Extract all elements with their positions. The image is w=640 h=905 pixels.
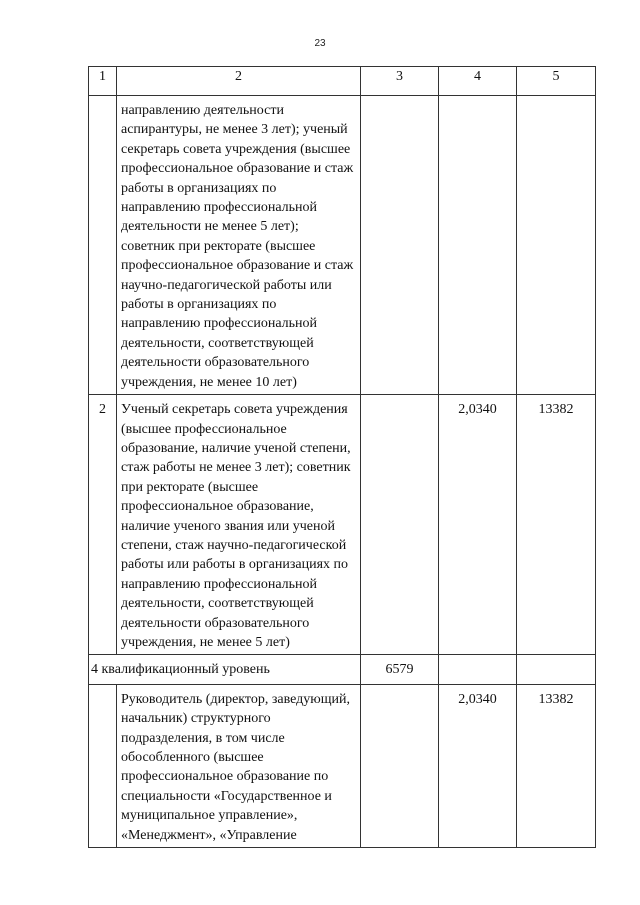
qualification-level-row xyxy=(89,655,596,684)
base-salary-cell xyxy=(361,96,439,395)
column-header-2: 2 xyxy=(117,67,361,96)
qualification-level-salary: 6579 xyxy=(361,655,439,684)
table-row xyxy=(89,684,596,847)
column-header-3: 3 xyxy=(361,67,439,96)
column-header-4: 4 xyxy=(439,67,517,96)
coefficient-cell: 2,0340 xyxy=(439,395,517,655)
table-row xyxy=(89,96,596,395)
column-header-1: 1 xyxy=(89,67,117,96)
base-salary-cell xyxy=(361,395,439,655)
coefficient-cell: 2,0340 xyxy=(439,684,517,847)
empty-cell xyxy=(517,655,596,684)
salary-cell: 13382 xyxy=(517,684,596,847)
base-salary-cell xyxy=(361,684,439,847)
row-number xyxy=(89,96,117,395)
salary-cell xyxy=(517,96,596,395)
position-description: направлению деятельности аспирантуры, не менее 3 лет); ученый секретарь совета учреждения (высшее профессиональное образование и стаж работы в организациях по направлению профессиональной деятельности не менее 5 лет); советник при ректорате (высшее профессиональное образование и стаж научно-педагогической работы или работы в организациях по направлению профессиональной деятельности, соответствующей деятельности образовательного учреждения, не менее 10 лет) xyxy=(117,96,361,395)
coefficient-cell xyxy=(439,96,517,395)
salary-cell: 13382 xyxy=(517,395,596,655)
salary-table xyxy=(88,66,596,848)
position-description: Ученый секретарь совета учреждения (высшее профессиональное образование, наличие ученой степени, стаж работы не менее 3 лет); советник при ректорате (высшее профессиональное образование, наличие ученого звания или ученой степени, стаж научно-педагогической работы или работы в организациях по направлению профессиональной деятельности, соответствующей деятельности образовательного учреждения, не менее 5 лет) xyxy=(117,395,361,655)
table-row xyxy=(89,395,596,655)
position-description: Руководитель (директор, заведующий, начальник) структурного подразделения, в том числе обособленного (высшее профессиональное образование по специальности «Государственное и муниципальное управление», «Менеджмент», «Управление xyxy=(117,684,361,847)
table-header-row xyxy=(89,67,596,96)
row-number: 2 xyxy=(89,395,117,655)
page-number: 23 xyxy=(314,38,326,49)
column-header-5: 5 xyxy=(517,67,596,96)
qualification-level-label: 4 квалификационный уровень xyxy=(89,655,361,684)
empty-cell xyxy=(439,655,517,684)
row-number xyxy=(89,684,117,847)
